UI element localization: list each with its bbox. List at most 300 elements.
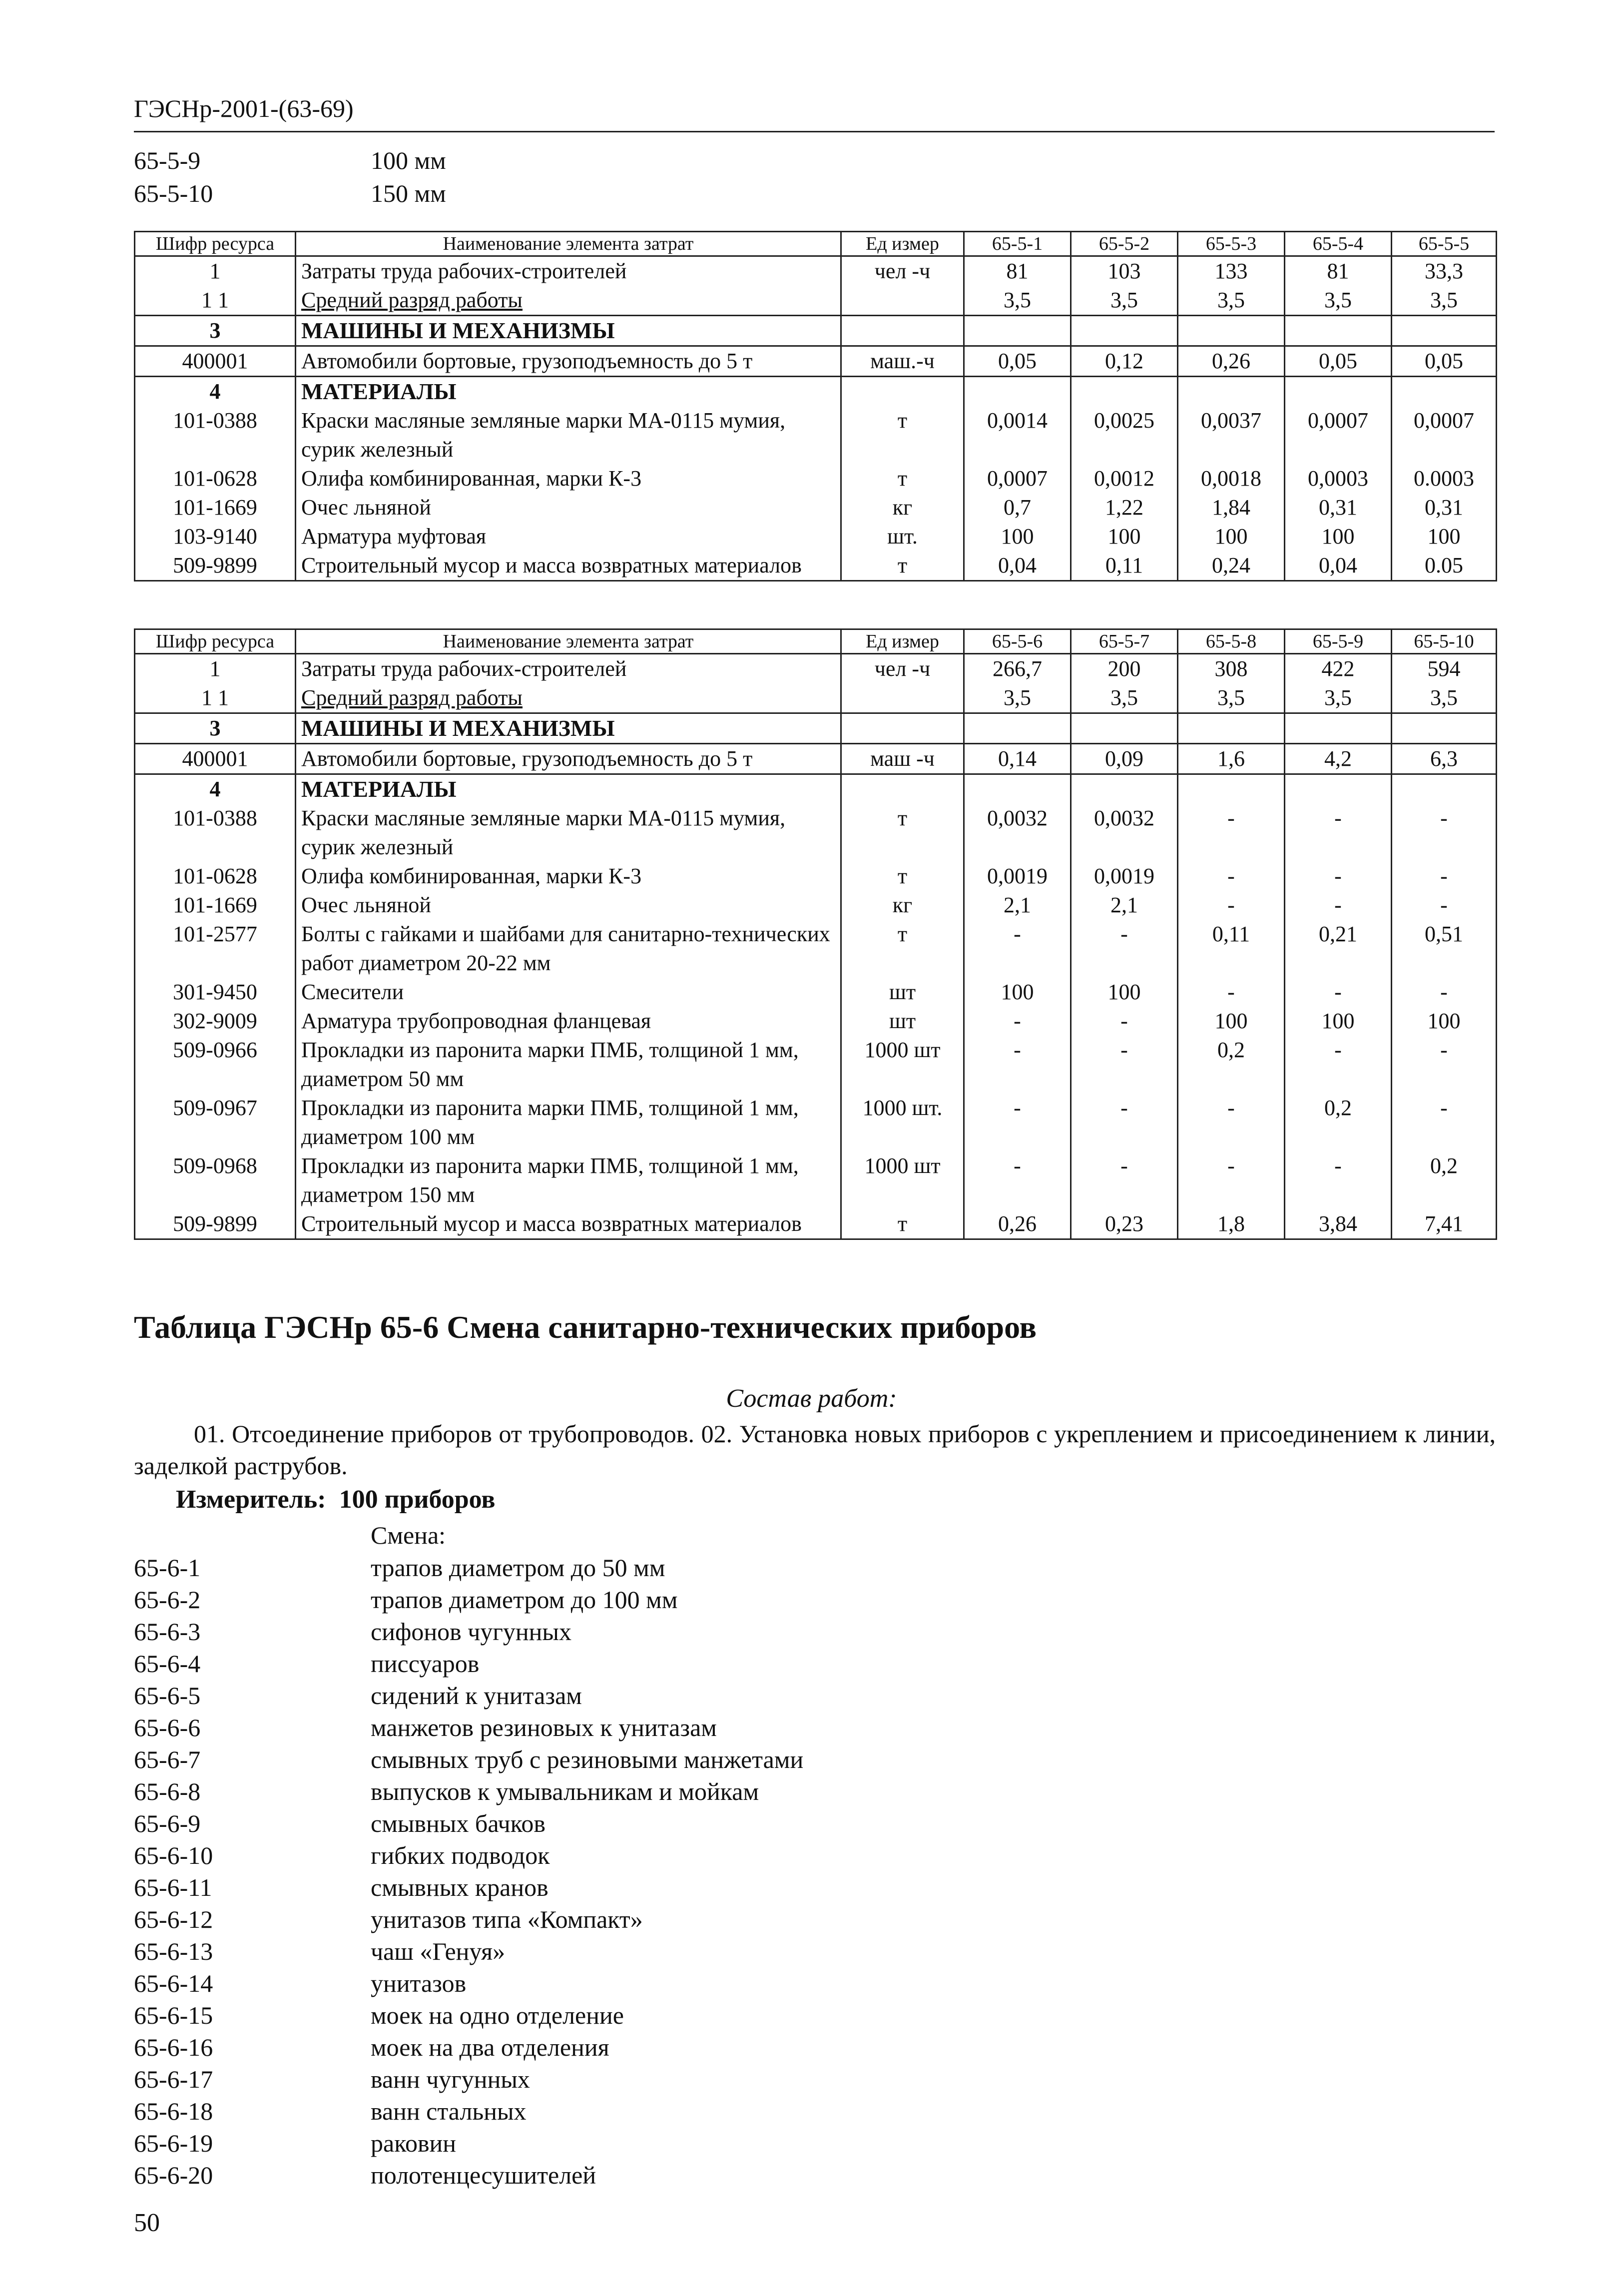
unit-cell: т	[841, 551, 964, 581]
value-cell: 3,5	[1392, 683, 1497, 713]
list-item	[134, 2063, 803, 2095]
table-row	[135, 744, 1497, 774]
value-cell: 266,7	[964, 654, 1071, 684]
value-cell: 0,09	[1071, 744, 1178, 774]
table-row	[135, 316, 1497, 346]
value-cell: 0,23	[1071, 1209, 1178, 1239]
value-cell: 1,6	[1178, 744, 1285, 774]
list-item	[134, 1712, 803, 1743]
value-cell: 422	[1285, 654, 1392, 684]
item-code: 65-6-19	[134, 2129, 213, 2157]
unit-cell	[841, 377, 964, 407]
table-header	[135, 232, 1497, 256]
unit-cell: чел -ч	[841, 654, 964, 684]
unit-cell: т	[841, 920, 964, 978]
table-row	[135, 493, 1497, 522]
value-cell: 0,0037	[1178, 406, 1285, 464]
resource-code-cell: 509-9899	[135, 1209, 296, 1239]
running-header: ГЭСНр-2001-(63-69)	[134, 94, 354, 122]
resource-name-cell: Олифа комбинированная, марки К-3	[296, 464, 841, 493]
value-cell	[1178, 316, 1285, 346]
value-cell: 133	[1178, 256, 1285, 286]
value-cell: 103	[1071, 256, 1178, 286]
item-label: сифонов чугунных	[371, 1618, 571, 1646]
resource-code-cell: 301-9450	[135, 978, 296, 1007]
value-cell: -	[1285, 1151, 1392, 1209]
value-cell	[1285, 713, 1392, 744]
value-cell: 0,0019	[964, 862, 1071, 891]
table-row	[135, 1007, 1497, 1036]
value-cell: 0,0007	[1392, 406, 1497, 464]
value-cell: 0,0032	[964, 804, 1071, 862]
resource-name-cell: Прокладки из паронита марки ПМБ, толщиной 1 мм, диаметром 100 мм	[296, 1094, 841, 1151]
value-cell: 100	[1071, 522, 1178, 551]
value-cell: 0,2	[1285, 1094, 1392, 1151]
table-body	[135, 256, 1497, 581]
column-header: Наименование элемента затрат	[296, 232, 841, 256]
value-cell: -	[1392, 804, 1497, 862]
unit-cell: т	[841, 464, 964, 493]
value-cell: 0,04	[1285, 551, 1392, 581]
value-cell: 100	[1071, 978, 1178, 1007]
value-cell: 0,11	[1178, 920, 1285, 978]
measure-value: 100 приборов	[339, 1485, 496, 1514]
resource-name-cell: Прокладки из паронита марки ПМБ, толщиной 1 мм, диаметром 50 мм	[296, 1036, 841, 1094]
value-cell	[1071, 377, 1178, 407]
item-label: писсуаров	[371, 1650, 480, 1678]
value-cell: 0,31	[1392, 493, 1497, 522]
resource-code-cell: 101-0388	[135, 406, 296, 464]
value-cell: 3,5	[1071, 683, 1178, 713]
list-item	[134, 1743, 803, 1775]
value-cell: 3,5	[964, 286, 1071, 316]
unit-cell: т	[841, 406, 964, 464]
resource-code-cell: 509-9899	[135, 551, 296, 581]
item-label: трапов диаметром до 100 мм	[371, 1586, 678, 1614]
variant-row	[134, 177, 446, 210]
resource-code-cell: 101-1669	[135, 891, 296, 920]
resource-code-cell: 509-0966	[135, 1036, 296, 1094]
list-item	[134, 2127, 803, 2159]
value-cell: 100	[1392, 522, 1497, 551]
resource-name-cell: Болты с гайками и шайбами для санитарно-технических работ диаметром 20-22 мм	[296, 920, 841, 978]
unit-cell: т	[841, 804, 964, 862]
list-item	[134, 2159, 803, 2191]
value-cell: 1,84	[1178, 493, 1285, 522]
value-cell: 0,0019	[1071, 862, 1178, 891]
unit-cell: т	[841, 1209, 964, 1239]
resource-code-cell: 1 1	[135, 286, 296, 316]
resource-name-cell: Автомобили бортовые, грузоподъемность до 5 т	[296, 346, 841, 377]
variant-code: 65-5-10	[134, 179, 213, 207]
value-cell: 7,41	[1392, 1209, 1497, 1239]
resource-name-cell: Очес льняной	[296, 891, 841, 920]
value-cell: 2,1	[1071, 891, 1178, 920]
value-cell: 0.0003	[1392, 464, 1497, 493]
value-cell: 0,0025	[1071, 406, 1178, 464]
column-header: 65-5-10	[1392, 629, 1497, 654]
resource-name-cell: Автомобили бортовые, грузоподъемность до 5 т	[296, 744, 841, 774]
resource-code-cell: 400001	[135, 744, 296, 774]
value-cell: 100	[1178, 522, 1285, 551]
resource-code-cell: 101-0628	[135, 464, 296, 493]
resource-name-cell: Средний разряд работы	[296, 286, 841, 316]
value-cell: 0,26	[1178, 346, 1285, 377]
table-body	[135, 654, 1497, 1239]
header-rule	[134, 131, 1495, 132]
value-cell: -	[1392, 978, 1497, 1007]
value-cell	[1285, 377, 1392, 407]
unit-cell: 1000 шт	[841, 1151, 964, 1209]
value-cell: 4,2	[1285, 744, 1392, 774]
value-cell: -	[1178, 804, 1285, 862]
value-cell	[1178, 713, 1285, 744]
variant-code: 65-5-9	[134, 146, 201, 174]
value-cell: 0,51	[1392, 920, 1497, 978]
table-row	[135, 522, 1497, 551]
item-code: 65-6-11	[134, 1873, 212, 1901]
list-item	[134, 1807, 803, 1839]
unit-cell: 1000 шт	[841, 1036, 964, 1094]
value-cell: -	[1392, 1036, 1497, 1094]
resource-name-cell: МАШИНЫ И МЕХАНИЗМЫ	[296, 713, 841, 744]
value-cell	[964, 316, 1071, 346]
list-item	[134, 1584, 803, 1616]
resource-code-cell: 3	[135, 316, 296, 346]
value-cell: -	[1071, 1094, 1178, 1151]
unit-cell: шт	[841, 1007, 964, 1036]
column-header: Ед измер	[841, 232, 964, 256]
value-cell: -	[1178, 978, 1285, 1007]
value-cell: -	[964, 1036, 1071, 1094]
value-cell: -	[964, 920, 1071, 978]
item-label: чаш «Генуя»	[371, 1937, 506, 1965]
item-label: раковин	[371, 2129, 457, 2157]
value-cell: 1,22	[1071, 493, 1178, 522]
item-label: моек на одно отделение	[371, 2001, 624, 2029]
value-cell: -	[1392, 1094, 1497, 1151]
resource-code-cell: 101-0628	[135, 862, 296, 891]
variant-list	[134, 144, 446, 210]
resource-name-cell: Арматура трубопроводная фланцевая	[296, 1007, 841, 1036]
item-code: 65-6-14	[134, 1969, 213, 1997]
composition-heading: Состав работ:	[726, 1384, 897, 1413]
value-cell: 3,5	[1071, 286, 1178, 316]
resource-table-1	[134, 231, 1497, 581]
list-item	[134, 1680, 803, 1712]
table-row	[135, 346, 1497, 377]
resource-name-cell: МАШИНЫ И МЕХАНИЗМЫ	[296, 316, 841, 346]
value-cell	[1392, 713, 1497, 744]
resource-name-cell: МАТЕРИАЛЫ	[296, 377, 841, 407]
resource-code-cell: 509-0968	[135, 1151, 296, 1209]
header-row	[135, 232, 1497, 256]
value-cell	[1071, 713, 1178, 744]
value-cell: 0,05	[1392, 346, 1497, 377]
column-header: Шифр ресурса	[135, 629, 296, 654]
table-header	[135, 629, 1497, 654]
value-cell: 0,2	[1392, 1151, 1497, 1209]
value-cell: 3,5	[1392, 286, 1497, 316]
value-cell	[1178, 377, 1285, 407]
resource-code-cell: 1	[135, 654, 296, 684]
column-header: 65-5-5	[1392, 232, 1497, 256]
variant-label: 100 мм	[371, 146, 446, 174]
resource-name-cell: Краски масляные земляные марки МА-0115 мумия, сурик железный	[296, 406, 841, 464]
table-row	[135, 920, 1497, 978]
value-cell: 3,84	[1285, 1209, 1392, 1239]
value-cell	[1178, 774, 1285, 804]
item-code: 65-6-20	[134, 2161, 213, 2189]
value-cell: -	[1071, 920, 1178, 978]
column-header: 65-5-4	[1285, 232, 1392, 256]
value-cell: 0,14	[964, 744, 1071, 774]
value-cell: 2,1	[964, 891, 1071, 920]
value-cell	[1392, 377, 1497, 407]
value-cell	[1285, 316, 1392, 346]
value-cell: -	[1071, 1007, 1178, 1036]
composition-text: 01. Отсоединение приборов от трубопроводов. 02. Установка новых приборов с укреплением и присоединением к линии, заделкой раструбов.	[134, 1420, 1496, 1480]
resource-name-cell: Прокладки из паронита марки ПМБ, толщиной 1 мм, диаметром 150 мм	[296, 1151, 841, 1209]
value-cell: -	[1178, 1094, 1285, 1151]
value-cell: 0,05	[964, 346, 1071, 377]
value-cell: 1,8	[1178, 1209, 1285, 1239]
list-item	[134, 2095, 803, 2127]
item-label: трапов диаметром до 50 мм	[371, 1554, 665, 1582]
value-cell: 3,5	[1285, 286, 1392, 316]
item-code: 65-6-1	[134, 1554, 201, 1582]
value-cell: -	[964, 1007, 1071, 1036]
item-code: 65-6-18	[134, 2097, 213, 2125]
header-row	[135, 629, 1497, 654]
item-label: унитазов типа «Компакт»	[371, 1905, 643, 1933]
value-cell: 0,0003	[1285, 464, 1392, 493]
table-row	[135, 256, 1497, 286]
table-row	[135, 1036, 1497, 1094]
item-label: смывных труб с резиновыми манжетами	[371, 1745, 804, 1773]
column-header: Наименование элемента затрат	[296, 629, 841, 654]
list-item	[134, 2031, 803, 2063]
column-header: 65-5-9	[1285, 629, 1392, 654]
value-cell: 0,21	[1285, 920, 1392, 978]
resource-code-cell: 1	[135, 256, 296, 286]
value-cell: 100	[1392, 1007, 1497, 1036]
value-cell: 81	[964, 256, 1071, 286]
value-cell: 200	[1071, 654, 1178, 684]
list-item	[134, 1967, 803, 1999]
value-cell: 0,0014	[964, 406, 1071, 464]
resource-name-cell: Средний разряд работы	[296, 683, 841, 713]
value-cell: -	[964, 1094, 1071, 1151]
resource-name-cell: МАТЕРИАЛЫ	[296, 774, 841, 804]
resource-code-cell: 4	[135, 774, 296, 804]
value-cell: 0,24	[1178, 551, 1285, 581]
table-row	[135, 377, 1497, 407]
unit-cell: маш.-ч	[841, 346, 964, 377]
resource-table-2	[134, 628, 1497, 1240]
variant-row	[134, 144, 446, 177]
resource-code-cell: 302-9009	[135, 1007, 296, 1036]
item-code: 65-6-9	[134, 1809, 201, 1837]
item-code: 65-6-10	[134, 1841, 213, 1869]
value-cell: 0,2	[1178, 1036, 1285, 1094]
unit-cell: шт.	[841, 522, 964, 551]
unit-cell: 1000 шт.	[841, 1094, 964, 1151]
value-cell: 0,7	[964, 493, 1071, 522]
column-header: 65-5-1	[964, 232, 1071, 256]
list-item	[134, 1552, 803, 1584]
resource-name-cell: Затраты труда рабочих-строителей	[296, 654, 841, 684]
value-cell: 6,3	[1392, 744, 1497, 774]
resource-name-cell: Строительный мусор и масса возвратных материалов	[296, 551, 841, 581]
section-title: Таблица ГЭСНр 65-6 Смена санитарно-технических приборов	[134, 1309, 1037, 1345]
value-cell: -	[1071, 1151, 1178, 1209]
value-cell	[964, 774, 1071, 804]
value-cell: 0.05	[1392, 551, 1497, 581]
item-label: ванн стальных	[371, 2097, 527, 2125]
item-label: гибких подводок	[371, 1841, 550, 1869]
table-row	[135, 978, 1497, 1007]
value-cell	[1392, 774, 1497, 804]
item-code: 65-6-15	[134, 2001, 213, 2029]
unit-cell: т	[841, 862, 964, 891]
item-code: 65-6-3	[134, 1618, 201, 1646]
value-cell: -	[1178, 1151, 1285, 1209]
value-cell: -	[1285, 1036, 1392, 1094]
resource-code-cell: 509-0967	[135, 1094, 296, 1151]
resource-code-cell: 1 1	[135, 683, 296, 713]
value-cell: -	[1285, 891, 1392, 920]
value-cell: 3,5	[964, 683, 1071, 713]
value-cell: 100	[1178, 1007, 1285, 1036]
value-cell: 308	[1178, 654, 1285, 684]
value-cell: -	[1178, 891, 1285, 920]
value-cell: 33,3	[1392, 256, 1497, 286]
value-cell: 100	[1285, 522, 1392, 551]
list-item	[134, 1935, 803, 1967]
value-cell: 100	[964, 978, 1071, 1007]
item-code: 65-6-6	[134, 1714, 201, 1741]
value-cell: -	[1285, 862, 1392, 891]
item-label: сидений к унитазам	[371, 1682, 582, 1710]
unit-cell	[841, 316, 964, 346]
table-row	[135, 804, 1497, 862]
resource-code-cell: 101-1669	[135, 493, 296, 522]
resource-code-cell: 4	[135, 377, 296, 407]
item-label: манжетов резиновых к унитазам	[371, 1714, 717, 1741]
list-item	[134, 1775, 803, 1807]
item-label: смывных кранов	[371, 1873, 548, 1901]
resource-name-cell: Арматура муфтовая	[296, 522, 841, 551]
value-cell: 0,11	[1071, 551, 1178, 581]
resource-name-cell: Олифа комбинированная, марки К-3	[296, 862, 841, 891]
value-cell: 100	[1285, 1007, 1392, 1036]
column-header: Ед измер	[841, 629, 964, 654]
change-heading: Смена:	[371, 1521, 446, 1549]
value-cell: 0,0032	[1071, 804, 1178, 862]
table-row	[135, 1209, 1497, 1239]
column-header: 65-5-3	[1178, 232, 1285, 256]
resource-code-cell: 103-9140	[135, 522, 296, 551]
unit-cell	[841, 683, 964, 713]
list-item	[134, 1903, 803, 1935]
value-cell	[1071, 774, 1178, 804]
measure-label: Измеритель:	[176, 1485, 326, 1514]
item-code: 65-6-12	[134, 1905, 213, 1933]
resource-code-cell: 101-2577	[135, 920, 296, 978]
table-row	[135, 551, 1497, 581]
column-header: 65-5-7	[1071, 629, 1178, 654]
value-cell: 0,04	[964, 551, 1071, 581]
table-row	[135, 1094, 1497, 1151]
resource-name-cell: Строительный мусор и масса возвратных материалов	[296, 1209, 841, 1239]
item-code: 65-6-4	[134, 1650, 201, 1678]
item-code-list	[134, 1552, 803, 2191]
table-row	[135, 891, 1497, 920]
column-header: 65-5-2	[1071, 232, 1178, 256]
unit-cell	[841, 713, 964, 744]
value-cell: 0,31	[1285, 493, 1392, 522]
item-code: 65-6-17	[134, 2065, 213, 2093]
list-item	[134, 1616, 803, 1648]
value-cell: -	[1071, 1036, 1178, 1094]
column-header: 65-5-6	[964, 629, 1071, 654]
value-cell: 100	[964, 522, 1071, 551]
resource-code-cell: 400001	[135, 346, 296, 377]
table-row	[135, 286, 1497, 316]
unit-cell: кг	[841, 493, 964, 522]
table-row	[135, 406, 1497, 464]
measure-line	[176, 1485, 495, 1514]
item-label: унитазов	[371, 1969, 467, 1997]
item-label: смывных бачков	[371, 1809, 546, 1837]
value-cell: 3,5	[1178, 683, 1285, 713]
value-cell: -	[1392, 891, 1497, 920]
resource-name-cell: Смесители	[296, 978, 841, 1007]
resource-code-cell: 101-0388	[135, 804, 296, 862]
value-cell: -	[1178, 862, 1285, 891]
value-cell	[1071, 316, 1178, 346]
unit-cell	[841, 774, 964, 804]
value-cell: 0,0012	[1071, 464, 1178, 493]
unit-cell	[841, 286, 964, 316]
table-row	[135, 683, 1497, 713]
value-cell	[964, 713, 1071, 744]
item-code: 65-6-7	[134, 1745, 201, 1773]
table-row	[135, 862, 1497, 891]
resource-code-cell: 3	[135, 713, 296, 744]
list-item	[134, 1871, 803, 1903]
item-label: моек на два отделения	[371, 2033, 609, 2061]
table-row	[135, 654, 1497, 684]
item-code: 65-6-5	[134, 1682, 201, 1710]
list-item	[134, 1839, 803, 1871]
value-cell: -	[1285, 978, 1392, 1007]
value-cell: 0,05	[1285, 346, 1392, 377]
item-code: 65-6-16	[134, 2033, 213, 2061]
value-cell	[1285, 774, 1392, 804]
list-item	[134, 1648, 803, 1680]
table-row	[135, 464, 1497, 493]
value-cell: 3,5	[1178, 286, 1285, 316]
value-cell: 0,0007	[964, 464, 1071, 493]
unit-cell: кг	[841, 891, 964, 920]
value-cell: 3,5	[1285, 683, 1392, 713]
resource-name-cell: Затраты труда рабочих-строителей	[296, 256, 841, 286]
item-code: 65-6-2	[134, 1586, 201, 1614]
item-code: 65-6-13	[134, 1937, 213, 1965]
variant-label: 150 мм	[371, 179, 446, 207]
